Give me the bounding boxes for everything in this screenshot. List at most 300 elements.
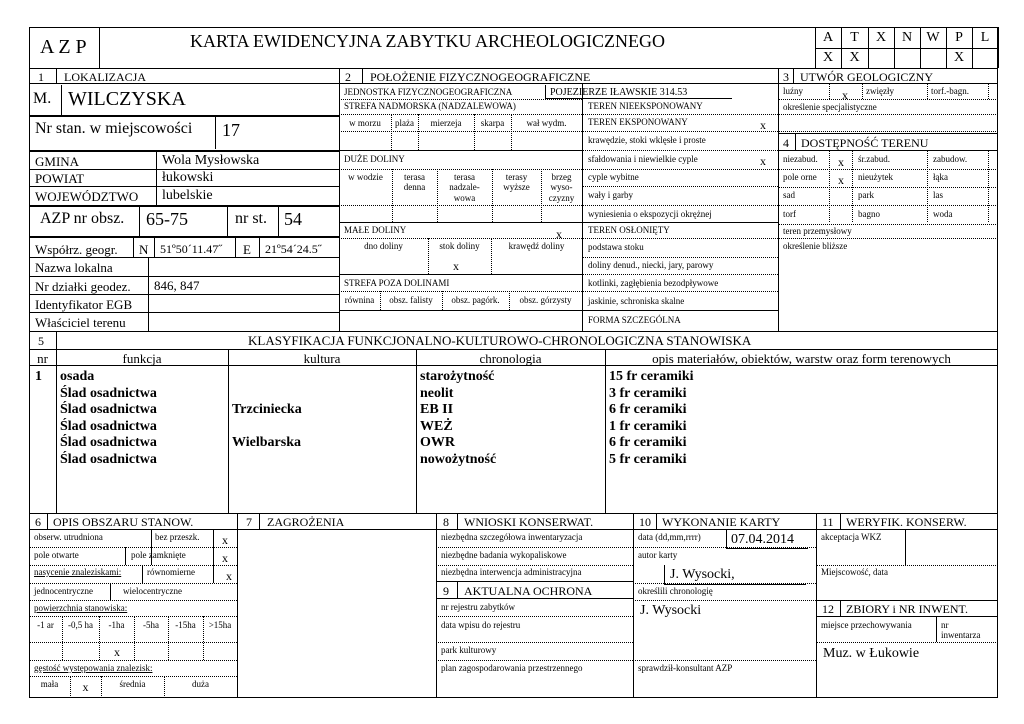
loose-mark[interactable]: x [842,88,848,102]
dd-line [339,205,582,206]
s6-line-4 [29,600,237,601]
s4-title: DOSTĘPNOŚĆ TERENU [801,136,929,150]
s8-number: 8 [443,515,449,529]
category-letter: N [901,30,913,45]
header-divider [99,27,100,68]
description-cell[interactable]: 6 fr ceramiki [609,435,687,450]
s5-col-3 [416,349,417,513]
date-label: data (dd,mm,rrrr) [638,532,701,542]
s10-line-2 [633,583,816,584]
closed-field-mark[interactable]: x [222,551,228,565]
function-cell[interactable]: Ślad osadnictwa [60,435,157,450]
s6-div-b [213,529,214,583]
s5-top-line [29,331,998,332]
powiat-value[interactable]: łukowski [162,170,214,185]
density-divider [101,676,102,698]
category-mark[interactable]: X [822,50,834,65]
s4-top-line [778,133,998,134]
observation-hindered-label: obserw. utrudniona [34,532,103,542]
accessibility-row-line [778,169,998,170]
outside-valley-divider [380,291,381,310]
s8-right [633,513,634,698]
coastal-bottom-line [339,150,582,151]
s6-title: OPIS OBSZARU STANOW. [53,515,194,529]
accessibility-cell: zabudow. [933,154,968,164]
east-label: E [243,242,251,257]
accessibility-cell: nieużytek [858,172,893,182]
s7-title: ZAGROŻENIA [267,515,345,529]
s11-line-1 [816,565,998,566]
caves-label: jaskinie, schroniska skalne [588,296,685,306]
accessibility-divider [829,150,830,222]
s8-line-1 [436,547,633,548]
dd-bottom-line [339,222,582,223]
category-letter: A [822,30,834,45]
category-letter: W [926,30,940,45]
admin-divider [156,151,157,205]
s12-line-1 [816,642,998,643]
egb-label: Identyfikator EGB [35,297,133,312]
accessibility-divider [852,150,853,222]
category-letter: L [980,30,990,45]
folds-mark[interactable]: x [760,154,766,168]
s12-number: 12 [822,602,834,616]
classification-header: chronologia [479,351,542,366]
coastal-item: w morzu [349,118,381,128]
peat-label: torf.-bagn. [931,86,969,96]
s1-num-divider [56,68,57,83]
accessibility-cell: śr.zabud. [858,154,890,164]
compact-label: zwięzły [866,86,894,96]
closer-spec-label: określenie bliższe [783,241,848,251]
accessibility-cell[interactable]: x [838,173,844,187]
bottom-title-line [29,529,998,530]
bottom-top-line [29,513,998,514]
description-cell[interactable]: 3 fr ceramiki [609,385,687,401]
surface-area-divider [168,616,169,660]
denudation-line [582,274,778,275]
large-valley-item: terasy wyższe [503,172,530,193]
parcel-value[interactable]: 846, 847 [154,278,200,293]
surface-area-option[interactable]: -1ha [108,620,125,630]
chronology-by-value[interactable]: J. Wysocki [640,603,702,618]
folds-line [582,169,778,170]
gmina-label: GMINA [35,154,80,169]
polycentric-label: wielocentryczne [123,586,182,596]
small-valley-item: stok doliny [439,241,480,251]
accessibility-cell: sad [783,190,795,200]
azp-divider-3 [278,205,279,236]
s6-div-c [125,547,126,565]
nr-bottom-line [29,150,339,152]
no-obstacles-label: bez przeszk. [155,532,200,542]
s2-inner-divider [582,83,583,331]
register-number-label: nr rejestru zabytków [441,602,515,612]
large-valleys-line [339,169,582,170]
place-date-label: Miejscowość, data [821,567,888,577]
chronology-cell[interactable]: WEŻ [420,418,453,434]
s5-header-line [29,365,998,366]
surface-area-option[interactable]: >15ha [208,620,232,630]
density-mark[interactable]: x [82,680,89,694]
s6-div-e [110,583,111,600]
coastal-divider [511,114,512,150]
storage-place-label: miejsce przechowywania [821,620,912,630]
category-letter: P [955,30,963,45]
s11-num-divider [840,513,841,529]
coastal-line [339,114,582,115]
surface-area-option[interactable]: -5ha [143,620,159,630]
local-name-line [29,276,339,277]
date-value[interactable]: 07.04.2014 [731,532,794,547]
coord-div-1 [133,237,134,257]
s3-line-3 [778,131,998,132]
s9-title-line [436,598,633,599]
accessibility-cell: las [933,190,943,200]
large-valley-item: w wodzie [348,172,383,182]
excavation-needed-label: niezbędne badania wykopaliskowe [441,550,567,560]
description-cell[interactable]: 6 fr ceramiki [609,402,687,417]
capes-line [582,186,778,187]
s11-number: 11 [822,515,834,529]
register-date-label: data wpisu do rejestru [441,620,521,630]
author-value[interactable]: J. Wysocki, [670,567,735,582]
author-label: autor karty [638,550,678,560]
geology-specialist-label: określenie specjalistyczne [783,102,877,112]
s12-title-line [816,616,998,617]
surface-area-divider [62,616,63,660]
s7-num-divider [259,513,260,529]
s3-number: 3 [783,70,789,84]
s12-inner-div [936,616,937,642]
s9-line-2 [436,642,633,643]
density-option[interactable]: duża [192,679,209,689]
local-name-label: Nazwa lokalna [35,260,113,275]
denudation-label: doliny denud., niecki, jary, parowy [588,260,714,270]
chronology-cell[interactable]: nowożytność [420,451,497,467]
small-valley-divider [491,238,492,274]
azp-label: A Z P [40,36,87,58]
unit-line [339,99,582,100]
north-value[interactable]: 51º50´11.47˝ [160,242,223,256]
header-bottom-line [29,68,998,69]
chronology-cell[interactable]: neolit [420,385,454,401]
coord-div-3 [235,237,236,257]
s6-num-divider [47,513,48,529]
description-cell[interactable]: 5 fr ceramiki [609,451,687,467]
s5-col-1 [56,349,57,513]
uniform-mark[interactable]: x [226,569,232,583]
large-valley-divider [541,169,542,222]
unexposed-label: TEREN NIEEKSPONOWANY [588,101,703,111]
s5-col-4 [605,349,606,513]
site-number-divider [215,115,216,149]
parcel-label: Nr działki geodez. [35,279,131,294]
accessibility-cell: pole orne [783,172,817,182]
accessibility-row-line [778,205,998,206]
accessibility-row-line [778,187,998,188]
surface-area-option[interactable]: -0,5 ha [68,620,93,630]
coastal-item: wał wydm. [526,118,567,128]
large-valley-item: brzeg wyso- czyzny [548,172,575,203]
s4-number: 4 [783,136,789,150]
site-number-value[interactable]: 17 [222,120,240,140]
s9-title: AKTUALNA OCHRONA [464,584,593,598]
s9-line-3 [436,660,633,661]
s2-num-divider [362,68,363,83]
s6-line-2 [29,565,237,566]
voivodeship-value[interactable]: lubelskie [162,188,213,203]
s9-number: 9 [443,584,449,598]
accessibility-cell: woda [933,209,953,219]
s6-line-7 [29,676,237,677]
powiat-label: POWIAT [35,171,85,186]
large-valley-divider [392,169,393,222]
function-cell[interactable]: osada [60,369,95,384]
geology-divider [988,83,989,99]
parcel-line [29,294,339,295]
s9-top-line [436,581,633,582]
inventory-number-label: nr inwentarza [941,620,981,640]
valley-floor-mark[interactable]: x [453,259,459,273]
accessibility-cell: łąka [933,172,948,182]
large-valley-item: terasa denna [403,172,426,193]
md-bottom-line [339,274,582,275]
s6-line-5 [29,616,237,617]
area-site-number-label: nr st. [235,210,267,227]
coastal-divider [391,114,392,150]
small-valleys-mark[interactable]: x [556,227,562,241]
collection-value[interactable]: Muz. w Łukowie [823,646,920,661]
elevations-label: wyniesienia o ekspozycji okrężnej [588,209,712,219]
small-valley-divider [428,238,429,274]
accessibility-divider [927,150,928,222]
folds-label: sfałdowania i niewielkie cyple [588,154,698,164]
large-valley-item: terasa nadzale- wowa [449,172,480,203]
small-valley-item: dno doliny [364,241,403,251]
cultural-park-label: park kulturowy [441,645,497,655]
function-cell[interactable]: Ślad osadnictwa [60,385,157,401]
gmina-value[interactable]: Wola Mysłowska [162,153,260,168]
large-valley-divider [492,169,493,222]
industrial-label: teren przemysłowy [783,226,852,236]
surface-area-line [29,642,237,643]
small-valleys-line [339,238,582,239]
s7-number: 7 [246,515,252,529]
s6-number: 6 [35,515,41,529]
outside-line [339,291,582,292]
s6-div-d [142,565,143,583]
s10-line-3 [633,600,816,601]
s10-number: 10 [639,515,651,529]
s6-line-3 [29,583,237,584]
category-mark[interactable]: X [953,50,965,65]
wkz-acceptance-label: akceptacja WKZ [821,532,882,542]
m-divider [61,85,62,115]
s11-title: WERYFIK. KONSERW. [846,515,967,529]
large-valleys-label: DUŻE DOLINY [344,154,405,164]
coordinates-label: Współrz. geogr. [35,242,118,257]
accessibility-divider [988,150,989,222]
coastal-items-line [339,131,582,132]
density-option[interactable]: mała [40,679,59,689]
surface-area-label: powierzchnia stanowiska: [34,603,128,613]
voivodeship-label: WOJEWÓDZTWO [35,189,139,204]
unexposed-line [582,114,778,115]
surface-area-mark[interactable]: x [114,645,120,659]
azp-area-label: AZP nr obsz. [40,210,125,227]
s10-title: WYKONANIE KARTY [662,515,781,529]
s3-title: UTWÓR GEOLOGICZNY [800,70,933,84]
coord-div-4 [259,237,260,257]
s8-title: WNIOSKI KONSERWAT. [464,515,594,529]
function-cell[interactable]: Ślad osadnictwa [60,451,157,467]
s8-line-2 [436,565,633,566]
exposed-line [582,131,778,132]
outside-valley-item: obsz. górzysty [519,295,572,305]
monocentric-label: jednocentryczne [34,586,93,596]
description-cell[interactable]: 15 fr ceramiki [609,369,694,384]
s10-line-4 [633,660,816,661]
geology-divider [862,83,863,99]
s2-title: POŁOŻENIE FIZYCZNOGEOGRAFICZNE [370,70,591,84]
function-cell[interactable]: Ślad osadnictwa [60,402,157,417]
accessibility-cell[interactable]: x [838,155,844,169]
intervention-needed-label: niezbędna interwencja administracyjna [441,567,582,577]
east-value[interactable]: 21º54´24.5˝ [265,242,322,256]
coastal-item: plaża [395,118,414,128]
coord-line [29,257,339,258]
caves-line [582,310,778,311]
culture-cell[interactable]: Trzciniecka [232,402,302,417]
s12-title: ZBIORY i NR INWENT. [846,602,968,616]
geology-divider [829,83,830,99]
accessibility-cell: bagno [858,209,880,219]
coastal-item: mierzeja [430,118,462,128]
egb-line [29,312,339,313]
outside-valley-item: obsz. falisty [389,295,433,305]
surface-area-option[interactable]: -15ha [175,620,196,630]
chronology-cell[interactable]: OWR [420,435,455,450]
surface-area-divider [134,616,135,660]
sheltered-line [582,238,778,239]
s6-line-1 [29,547,237,548]
unit-value[interactable]: POJEZIERZE IŁAWSKIE 314.53 [550,87,688,98]
s9-num-divider [457,581,458,598]
small-valleys-label: MAŁE DOLINY [344,225,407,235]
density-divider [70,676,71,698]
letter-grid-divider [998,27,999,68]
site-number-label: Nr stan. w miejscowości [35,120,193,137]
no-obstacles-mark[interactable]: x [222,533,228,547]
slope-base-label: podstawa stoku [588,242,644,252]
small-valley-item: krawędź doliny [508,241,565,251]
basins-label: kotlinki, zagłębienia bezodpływowe [588,278,719,288]
s3-num-divider [793,68,794,83]
poza-bottom-line [339,310,582,311]
special-form-label: FORMA SZCZEGÓLNA [588,315,681,325]
azp-area-value[interactable]: 65-75 [146,209,188,229]
ridges-label: wały i garby [588,190,633,200]
exposed-mark[interactable]: x [760,118,766,132]
culture-cell[interactable]: Wielbarska [232,435,301,450]
s10-num-divider [656,513,657,529]
chronology-cell[interactable]: starożytność [420,369,495,384]
s5-number: 5 [38,334,44,348]
admin-bottom-line [29,205,339,207]
azp-bottom-line [29,236,339,238]
accessibility-row-line [778,224,998,225]
accessibility-cell: torf [783,209,796,219]
s5-title-line [29,349,998,350]
s6-right [237,513,238,698]
s3-line-2 [778,114,998,115]
elevations-line [582,222,778,223]
function-cell[interactable]: Ślad osadnictwa [60,418,157,434]
row-number[interactable]: 1 [35,369,42,384]
s3-line-1 [778,99,998,100]
exposed-label: TEREN EKSPONOWANY [588,117,688,127]
m-label: M. [33,90,52,107]
letter-grid-mid-line [815,48,998,49]
edges-label: krawędzie, stoki wklęsłe i proste [588,135,706,145]
slope-base-line [582,257,778,258]
large-valley-divider [437,169,438,222]
density-label: gęstość występowania znalezisk: [34,663,153,673]
ridges-line [582,205,778,206]
coastal-divider [418,114,419,150]
surface-area-divider [203,616,204,660]
s9-line-1 [436,616,633,617]
classification-header: nr [37,351,48,366]
closed-field-label: pole zamknięte [131,550,186,560]
coastal-item: skarpa [480,118,505,128]
area-site-number-value[interactable]: 54 [284,209,302,229]
category-letter: X [875,30,887,45]
chronology-cell[interactable]: EB II [420,402,454,417]
density-option[interactable]: średnia [119,679,146,689]
accessibility-cell: niezabud. [783,154,818,164]
density-divider [164,676,165,698]
powiat-line [29,186,339,187]
chronology-by-label: określili chronologię [638,586,713,596]
locality-value[interactable]: WILCZYSKA [68,88,186,110]
inventory-needed-label: niezbędna szczegółowa inwentaryzacja [441,532,583,542]
classification-header: funkcja [122,351,162,366]
s11-inner-div [905,529,906,565]
m-bottom-line [29,115,339,117]
classification-header: opis materiałów, obiektów, warstw oraz form terenowych [652,351,951,366]
s1-title: LOKALIZACJA [64,70,146,84]
description-cell[interactable]: 1 fr ceramiki [609,418,687,434]
checked-by-label: sprawdził-konsultant AZP [638,663,733,673]
outside-valley-item: obsz. pagórk. [451,295,500,305]
category-mark[interactable]: X [849,50,860,65]
open-field-label: pole otwarte [34,550,79,560]
saturation-label: nasycenie znaleziskami: [34,567,122,577]
s4-title-line [778,150,998,151]
s2-number: 2 [345,70,351,84]
s5-title: KLASYFIKACJA FUNKCJONALNO-KULTUROWO-CHRONOLOGICZNA STANOWISKA [248,333,752,348]
s4-num-divider [795,133,796,150]
outside-valley-divider [442,291,443,310]
surface-area-option[interactable]: -1 ar [37,620,54,630]
classification-header: kultura [303,351,341,366]
capes-label: cyple wybitne [588,172,639,182]
s1-number: 1 [38,70,44,84]
s10-line-1 [633,547,816,548]
uniform-label: równomierne [147,567,195,577]
